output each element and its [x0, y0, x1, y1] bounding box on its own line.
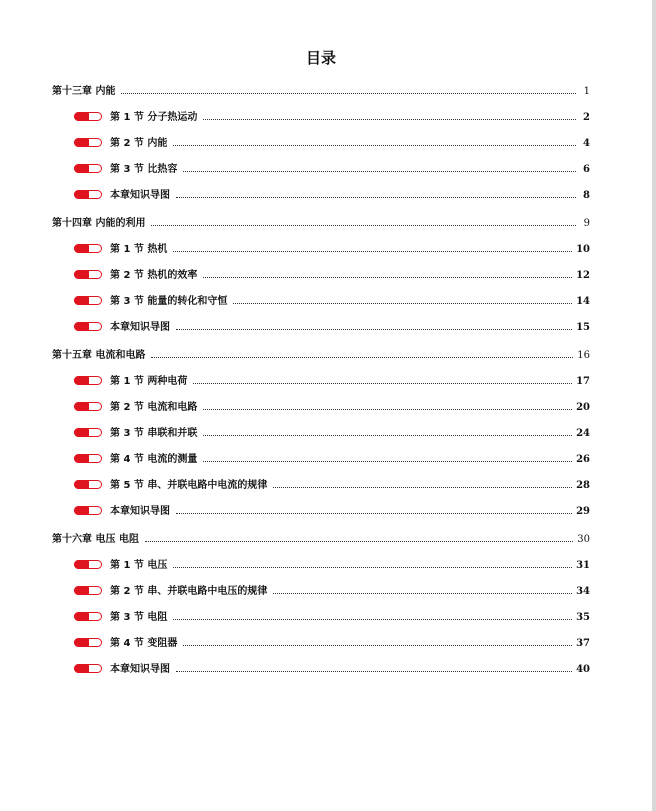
chapter-title: 第十五章 电流和电路: [52, 350, 146, 361]
red-pill-icon: [74, 164, 102, 173]
dot-leader: [173, 618, 572, 620]
section-title: 第 1 节 两种电荷: [110, 376, 188, 387]
toc-section-entry[interactable]: [52, 265, 590, 281]
dot-leader: [173, 566, 572, 568]
dot-leader: [145, 540, 573, 542]
section-title: 第 2 节 热机的效率: [110, 270, 198, 281]
chapter-page-number: 16: [577, 350, 590, 361]
red-pill-icon: [74, 244, 102, 253]
section-page-number: 37: [576, 638, 590, 649]
red-pill-icon: [74, 402, 102, 411]
red-pill-icon: [74, 506, 102, 515]
section-title: 第 4 节 电流的测量: [110, 454, 198, 465]
red-pill-icon: [74, 376, 102, 385]
red-pill-icon: [74, 322, 102, 331]
section-title: 本章知识导图: [110, 190, 170, 201]
dot-leader: [203, 408, 572, 410]
red-pill-icon: [74, 190, 102, 199]
scrollbar[interactable]: [652, 0, 656, 811]
red-pill-icon: [74, 586, 102, 595]
toc-chapter: [52, 530, 590, 675]
toc-chapter-entry[interactable]: [52, 82, 590, 97]
dot-leader: [121, 92, 576, 94]
section-page-number: 40: [576, 664, 590, 675]
chapter-title: 第十六章 电压 电阻: [52, 534, 139, 545]
page-title: 目录: [305, 49, 336, 67]
section-page-number: 12: [576, 270, 590, 281]
section-title: 本章知识导图: [110, 322, 170, 333]
dot-leader: [176, 328, 572, 330]
red-pill-icon: [74, 112, 102, 121]
section-page-number: 26: [576, 454, 590, 465]
section-title: 第 1 节 热机: [110, 244, 168, 255]
toc-section-entry[interactable]: [52, 449, 590, 465]
section-page-number: 29: [576, 506, 590, 517]
toc-section-entry[interactable]: [52, 317, 590, 333]
dot-leader: [203, 434, 572, 436]
toc-chapter: [52, 214, 590, 333]
section-title: 本章知识导图: [110, 506, 170, 517]
section-title: 第 1 节 分子热运动: [110, 112, 198, 123]
toc-section-entry[interactable]: [52, 397, 590, 413]
red-pill-icon: [74, 428, 102, 437]
section-page-number: 28: [576, 480, 590, 491]
red-pill-icon: [74, 664, 102, 673]
section-title: 第 5 节 串、并联电路中电流的规律: [110, 480, 268, 491]
section-page-number: 4: [583, 138, 590, 149]
section-page-number: 10: [576, 244, 590, 255]
section-title: 第 1 节 电压: [110, 560, 168, 571]
toc-section-entry[interactable]: [52, 185, 590, 201]
dot-leader: [273, 592, 572, 594]
dot-leader: [176, 512, 572, 514]
section-page-number: 35: [576, 612, 590, 623]
toc-section-entry[interactable]: [52, 555, 590, 571]
red-pill-icon: [74, 138, 102, 147]
dot-leader: [176, 196, 576, 198]
red-pill-icon: [74, 638, 102, 647]
dot-leader: [273, 486, 572, 488]
section-title: 本章知识导图: [110, 664, 170, 675]
toc-section-entry[interactable]: [52, 371, 590, 387]
toc-section-entry[interactable]: [52, 475, 590, 491]
dot-leader: [173, 250, 572, 252]
toc-section-entry[interactable]: [52, 501, 590, 517]
section-page-number: 24: [576, 428, 590, 439]
section-title: 第 2 节 串、并联电路中电压的规律: [110, 586, 268, 597]
red-pill-icon: [74, 612, 102, 621]
section-page-number: 6: [583, 164, 590, 175]
table-of-contents: [52, 82, 590, 675]
dot-leader: [151, 356, 573, 358]
section-page-number: 34: [576, 586, 590, 597]
section-page-number: 15: [576, 322, 590, 333]
toc-section-entry[interactable]: [52, 633, 590, 649]
dot-leader: [203, 276, 572, 278]
toc-section-entry[interactable]: [52, 291, 590, 307]
section-page-number: 31: [576, 560, 590, 571]
chapter-page-number: 30: [577, 534, 590, 545]
section-title: 第 2 节 电流和电路: [110, 402, 198, 413]
toc-section-entry[interactable]: [52, 133, 590, 149]
toc-section-entry[interactable]: [52, 107, 590, 123]
dot-leader: [193, 382, 572, 384]
section-title: 第 3 节 串联和并联: [110, 428, 198, 439]
dot-leader: [233, 302, 572, 304]
red-pill-icon: [74, 270, 102, 279]
toc-section-entry[interactable]: [52, 607, 590, 623]
section-title: 第 4 节 变阻器: [110, 638, 178, 649]
toc-section-entry[interactable]: [52, 659, 590, 675]
toc-section-entry[interactable]: [52, 581, 590, 597]
toc-chapter: [52, 346, 590, 517]
section-page-number: 14: [576, 296, 590, 307]
toc-section-entry[interactable]: [52, 159, 590, 175]
dot-leader: [176, 670, 572, 672]
section-title: 第 3 节 比热容: [110, 164, 178, 175]
toc-section-entry[interactable]: [52, 423, 590, 439]
dot-leader: [203, 460, 572, 462]
dot-leader: [173, 144, 576, 146]
section-page-number: 17: [576, 376, 590, 387]
toc-chapter-entry[interactable]: [52, 214, 590, 229]
section-title: 第 3 节 能量的转化和守恒: [110, 296, 228, 307]
chapter-title: 第十三章 内能: [52, 86, 116, 97]
section-page-number: 20: [576, 402, 590, 413]
chapter-title: 第十四章 内能的利用: [52, 218, 146, 229]
dot-leader: [183, 644, 572, 646]
section-title: 第 3 节 电阻: [110, 612, 168, 623]
chapter-page-number: 9: [583, 218, 590, 229]
dot-leader: [183, 170, 576, 172]
section-page-number: 2: [583, 112, 590, 123]
toc-section-entry[interactable]: [52, 239, 590, 255]
red-pill-icon: [74, 296, 102, 305]
toc-chapter-entry[interactable]: [52, 346, 590, 361]
toc-chapter: [52, 82, 590, 201]
red-pill-icon: [74, 454, 102, 463]
dot-leader: [151, 224, 576, 226]
section-title: 第 2 节 内能: [110, 138, 168, 149]
red-pill-icon: [74, 480, 102, 489]
toc-chapter-entry[interactable]: [52, 530, 590, 545]
section-page-number: 8: [583, 190, 590, 201]
dot-leader: [203, 118, 576, 120]
red-pill-icon: [74, 560, 102, 569]
chapter-page-number: 1: [583, 86, 590, 97]
